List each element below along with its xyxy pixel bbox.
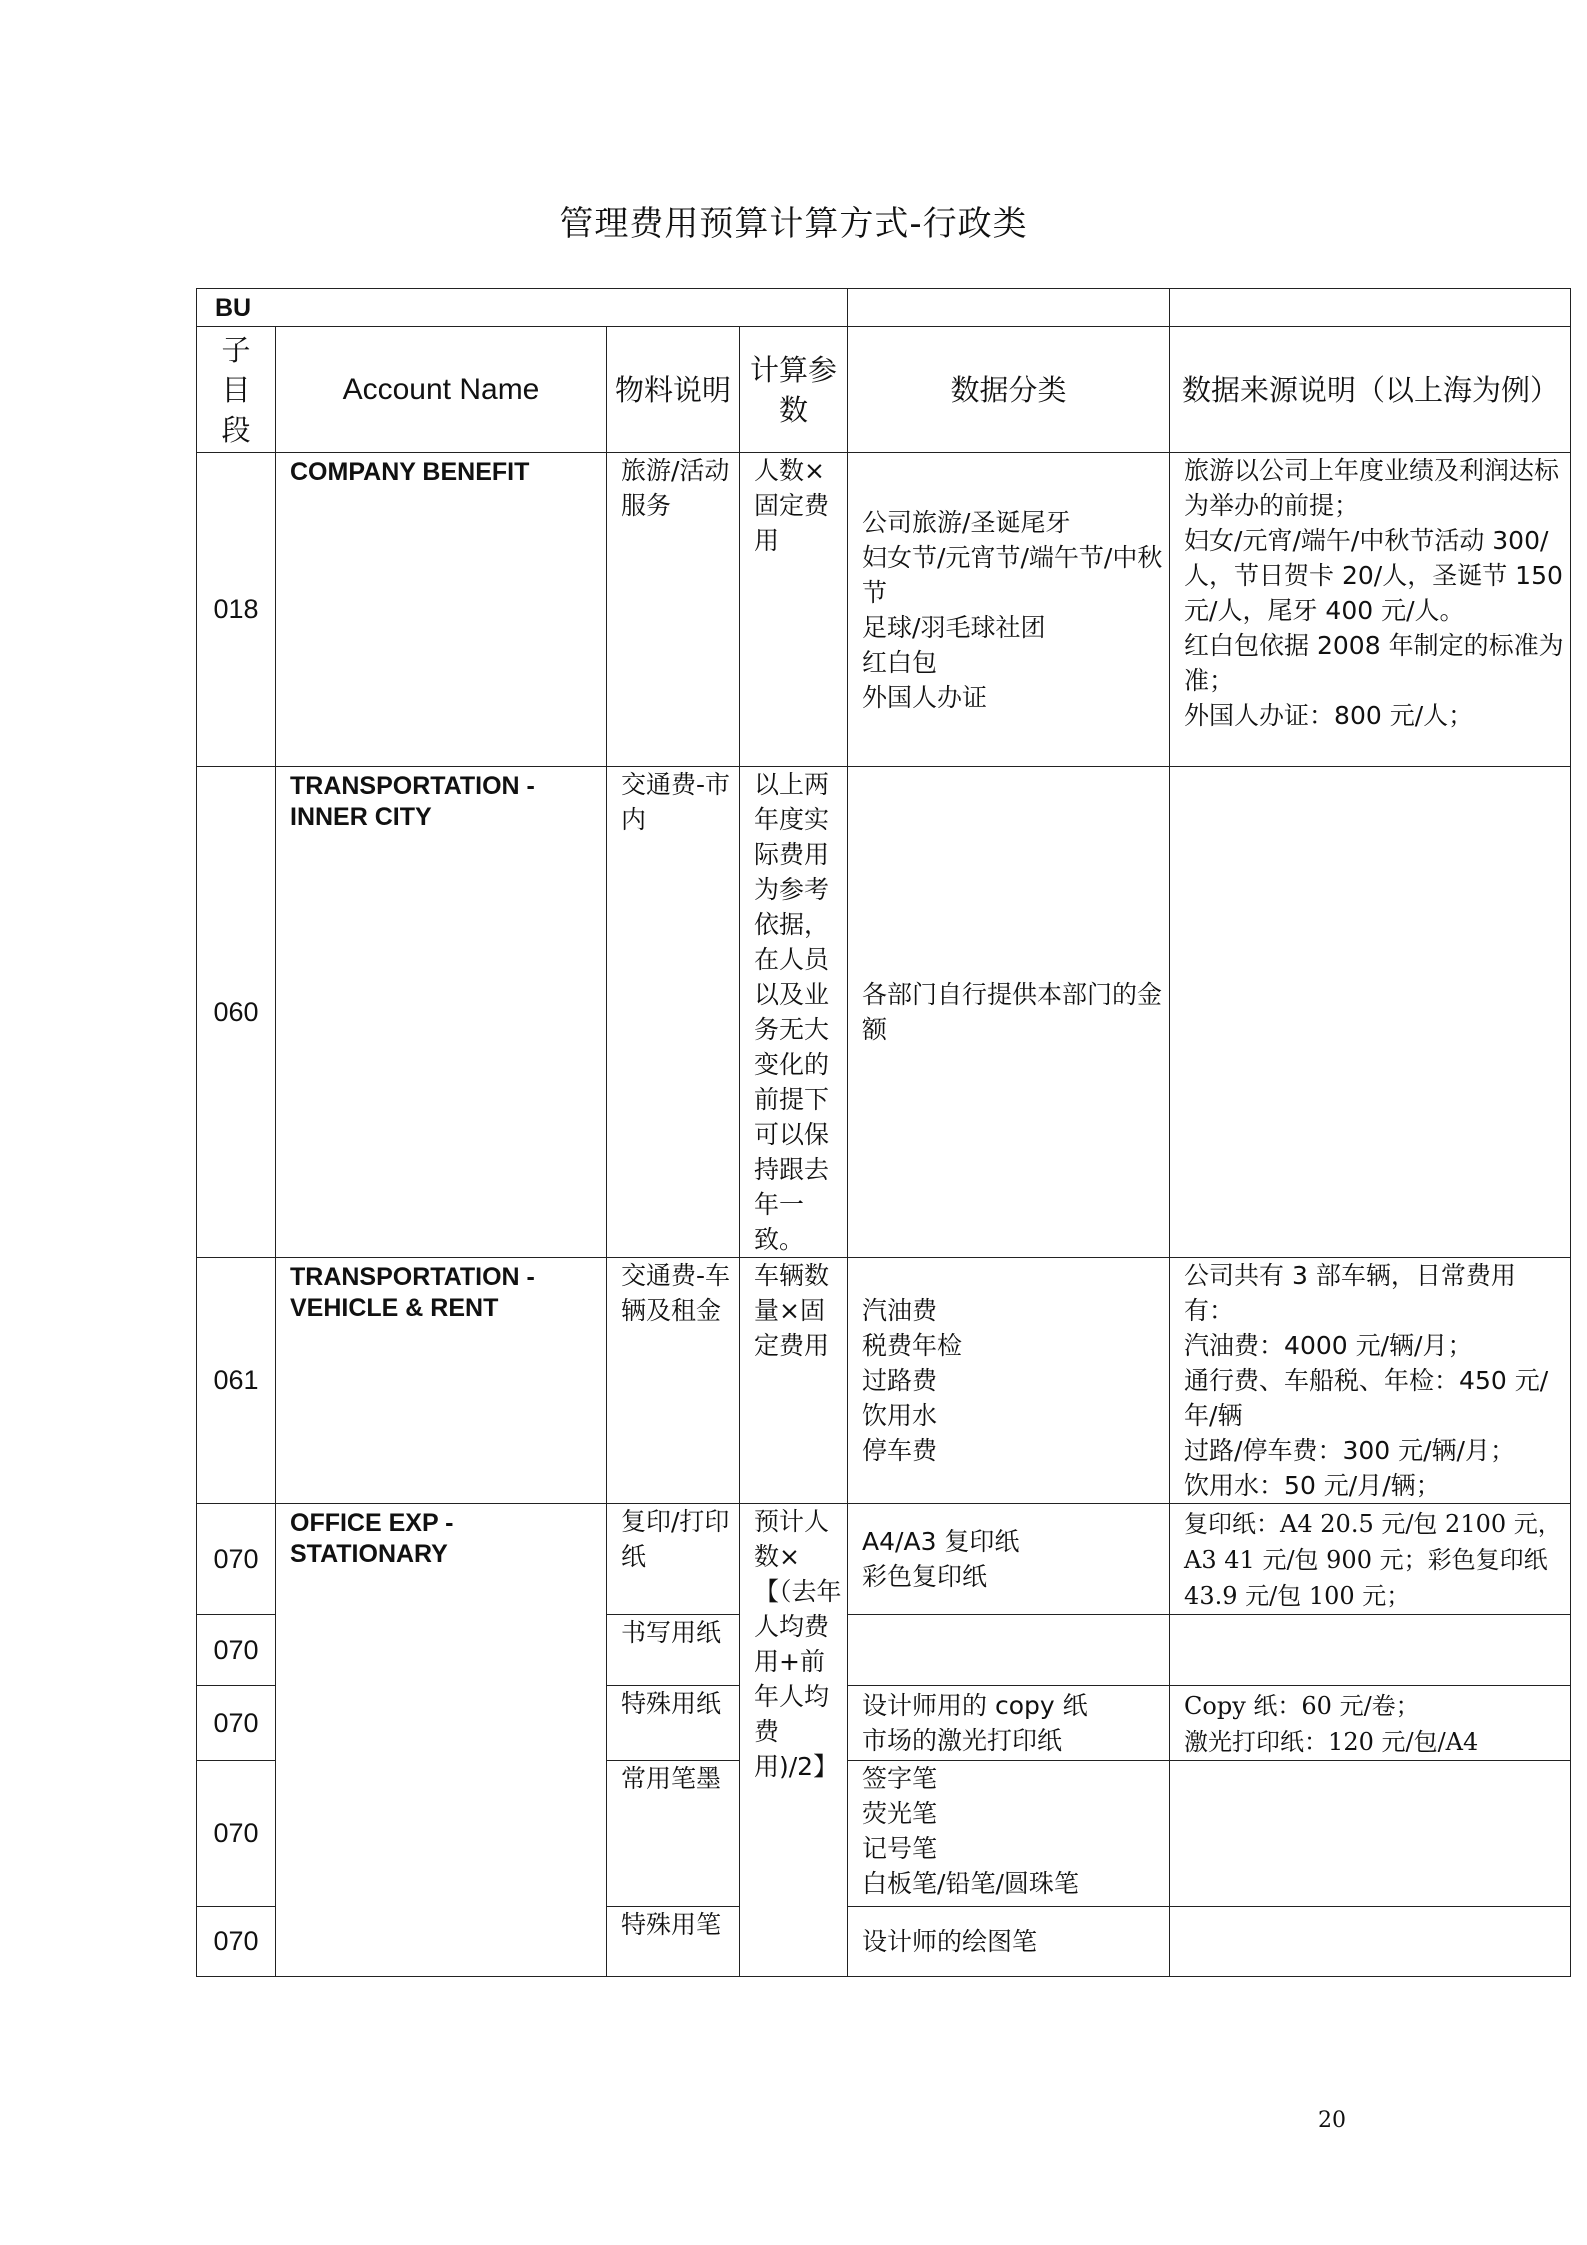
- header-row: [197, 327, 1571, 453]
- data-category: A4/A3 复印纸 彩色复印纸: [848, 1504, 1170, 1615]
- header-source: 数据来源说明（以上海为例）: [1170, 327, 1571, 453]
- material-desc: 旅游/活动服务: [607, 453, 740, 767]
- data-source: Copy 纸：60 元/卷； 激光打印纸：120 元/包/A4: [1170, 1686, 1571, 1761]
- sub-segment-code: 070: [197, 1907, 276, 1977]
- header-account-name: Account Name: [276, 327, 607, 453]
- sub-segment-code: 061: [197, 1258, 276, 1504]
- data-category: 各部门自行提供本部门的金额: [848, 767, 1170, 1258]
- table-row: [197, 1258, 1571, 1504]
- budget-table: [196, 288, 1571, 1977]
- data-source: 公司共有 3 部车辆，日常费用有： 汽油费：4000 元/辆/月； 通行费、车船税、年检：450 元/年/辆 过路/停车费：300 元/辆/月； 饮用水：50 元/月/辆；: [1170, 1258, 1571, 1504]
- account-name: COMPANY BENEFIT: [276, 453, 607, 767]
- header-param: 计算参数: [740, 327, 848, 453]
- bu-empty-cell: [848, 289, 1170, 327]
- data-category: 汽油费 税费年检 过路费 饮用水 停车费: [848, 1258, 1170, 1504]
- bu-empty-cell: [1170, 289, 1571, 327]
- material-desc: 常用笔墨: [607, 1761, 740, 1907]
- data-category: [848, 1615, 1170, 1686]
- header-material: 物料说明: [607, 327, 740, 453]
- material-desc: 特殊用纸: [607, 1686, 740, 1761]
- sub-segment-code: 060: [197, 767, 276, 1258]
- data-source: [1170, 1907, 1571, 1977]
- data-source: 复印纸：A4 20.5 元/包 2100 元，A3 41 元/包 900 元；彩色复印纸 43.9 元/包 100 元；: [1170, 1504, 1571, 1615]
- header-category: 数据分类: [848, 327, 1170, 453]
- account-name: OFFICE EXP - STATIONARY: [276, 1504, 607, 1977]
- material-desc: 交通费-市内: [607, 767, 740, 1258]
- header-sub-segment: 子 目 段: [197, 327, 276, 453]
- sub-segment-code: 070: [197, 1686, 276, 1761]
- page-number: 20: [1318, 2108, 1346, 2133]
- sub-segment-code: 070: [197, 1615, 276, 1686]
- material-desc: 特殊用笔: [607, 1907, 740, 1977]
- sub-segment-code: 070: [197, 1504, 276, 1615]
- data-category: 设计师的绘图笔: [848, 1907, 1170, 1977]
- table-row: [197, 1504, 1571, 1615]
- material-desc: 书写用纸: [607, 1615, 740, 1686]
- page-title: 管理费用预算计算方式-行政类: [559, 204, 1028, 244]
- data-source: [1170, 1615, 1571, 1686]
- account-name: TRANSPORTATION - VEHICLE & RENT: [276, 1258, 607, 1504]
- material-desc: 复印/打印纸: [607, 1504, 740, 1615]
- table-row: [197, 453, 1571, 767]
- data-category: 设计师用的 copy 纸 市场的激光打印纸: [848, 1686, 1170, 1761]
- sub-segment-code: 070: [197, 1761, 276, 1907]
- data-category: 公司旅游/圣诞尾牙 妇女节/元宵节/端午节/中秋节 足球/羽毛球社团 红白包 外国人办证: [848, 453, 1170, 767]
- material-desc: 交通费-车辆及租金: [607, 1258, 740, 1504]
- table-row: [197, 767, 1571, 1258]
- calc-param: 人数×固定费用: [740, 453, 848, 767]
- calc-param: 以上两年度实际费用为参考依据，在人员以及业务无大变化的前提下可以保持跟去年一致。: [740, 767, 848, 1258]
- calc-param: 车辆数量×固定费用: [740, 1258, 848, 1504]
- account-name: TRANSPORTATION - INNER CITY: [276, 767, 607, 1258]
- data-source: [1170, 767, 1571, 1258]
- bu-label: BU: [197, 289, 848, 327]
- bu-row: [197, 289, 1571, 327]
- data-source: 旅游以公司上年度业绩及利润达标为举办的前提； 妇女/元宵/端午/中秋节活动 300/人，节日贺卡 20/人，圣诞节 150 元/人，尾牙 400 元/人。 红白包依据 2008 年制定的标准为准； 外国人办证：800 元/人；: [1170, 453, 1571, 767]
- data-category: 签字笔 荧光笔 记号笔 白板笔/铅笔/圆珠笔: [848, 1761, 1170, 1907]
- sub-segment-code: 018: [197, 453, 276, 767]
- data-source: [1170, 1761, 1571, 1907]
- calc-param: 预计人数×【（去年人均费用+前年人均费用)/2】: [740, 1504, 848, 1977]
